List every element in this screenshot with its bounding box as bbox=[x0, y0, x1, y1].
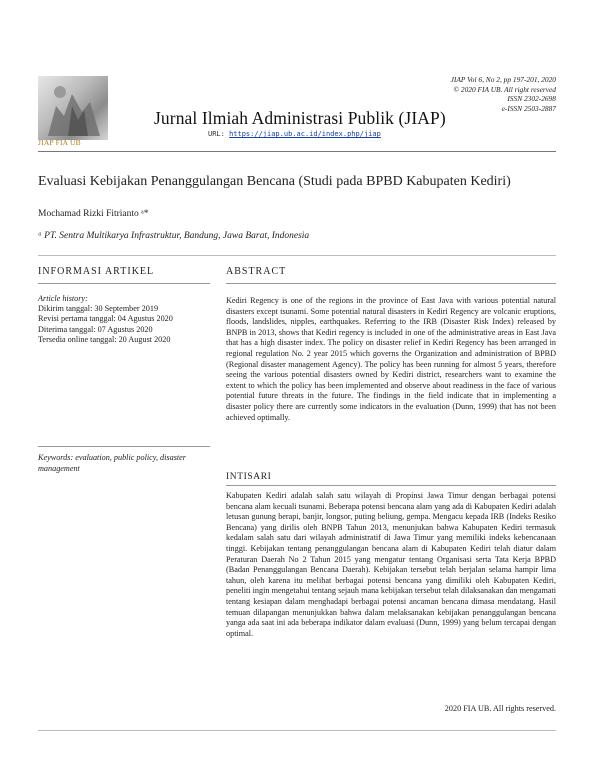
abstract-text: Kediri Regency is one of the regions in the province of East Java with various potential natural disasters except tsunami. Some potential natural disasters in Kediri Regency are volcanic eruptions, floods, landslides, nipples, earthquakes. Referring to the IRB (Disaster Risk Index) released by BNPB in 2013, shows that Kediri regency is included in one of the administrative areas in East Java that has a high disaster index. The policy on disaster relief in Kediri Regency has been arranged in regional regulation No. 2 year 2015 which governs the Organization and administration of BPBD (Regional disaster management Agency). The policy has been running for almost 5 years, therefore seeing the various potential disasters owned by Kediri district, researchers want to examine the extent to which the policy has been implemented and observe about readiness in the face of various potential future threats in the future. The findings in the field indicate that in implementing a disaster policy there are currently some indicators in the evaluation (Dunn, 1999) that has not been achieved optimally. bbox=[226, 296, 556, 422]
history-submitted: Dikirim tanggal: 30 September 2019 bbox=[38, 304, 159, 314]
article-history bbox=[38, 294, 218, 345]
journal-url-link[interactable]: https://jiap.ub.ac.id/index.php/jiap bbox=[229, 130, 381, 138]
issn-line: ISSN 2302-2698 bbox=[507, 94, 556, 104]
article-title: Evaluasi Kebijakan Penanggulangan Bencana (Studi pada BPBD Kabupaten Kediri) bbox=[38, 174, 511, 189]
citation-meta bbox=[451, 75, 556, 113]
journal-url-line bbox=[208, 130, 381, 138]
citation-line: JIAP Vol 6, No 2, pp 197-201, 2020 bbox=[450, 75, 556, 84]
logo-image bbox=[38, 76, 108, 140]
footer-divider bbox=[38, 730, 556, 731]
logo-caption: JIAP FIA UB bbox=[38, 138, 81, 147]
history-accepted: Diterima tanggal: 07 Agustus 2020 bbox=[38, 324, 153, 334]
author-affiliation: ᵃ PT. Sentra Multikarya Infrastruktur, Bandung, Jawa Barat, Indonesia bbox=[38, 231, 310, 241]
header-divider bbox=[38, 151, 556, 152]
copyright-line: © 2020 FIA UB. All right reserved bbox=[453, 84, 556, 94]
info-heading: INFORMASI ARTIKEL bbox=[38, 266, 155, 277]
history-label: Article history: bbox=[38, 294, 88, 303]
abstract-heading-rule bbox=[226, 283, 556, 284]
abstract-heading: ABSTRACT bbox=[226, 266, 287, 277]
intisari-heading: INTISARI bbox=[226, 472, 272, 482]
info-heading-rule bbox=[38, 283, 210, 284]
url-label: URL: bbox=[208, 130, 225, 138]
history-revised: Revisi pertama tanggal: 04 Agustus 2020 bbox=[38, 314, 173, 324]
journal-logo bbox=[38, 76, 108, 148]
history-online: Tersedia online tanggal: 20 August 2020 bbox=[38, 334, 171, 344]
intisari-heading-rule bbox=[226, 485, 556, 486]
keywords-rule bbox=[38, 446, 210, 447]
author-name: Mochamad Rizki Fitrianto ᵃ* bbox=[38, 209, 149, 219]
copyright-notice: 2020 FIA UB. All rights reserved. bbox=[444, 704, 556, 713]
keywords-text: evaluation, public policy, disaster management bbox=[38, 453, 186, 473]
journal-title: Jurnal Ilmiah Administrasi Publik (JIAP) bbox=[154, 108, 446, 128]
affiliation-divider bbox=[38, 255, 556, 256]
keywords-label: Keywords: bbox=[38, 453, 74, 462]
eissn-line: e-ISSN 2503-2887 bbox=[501, 103, 556, 113]
intisari-text: Kabupaten Kediri adalah salah satu wilayah di Propinsi Jawa Timur dengan berbagai potensi bencana alam kecuali tsunami. Beberapa potensi bencana alam yang ada di Kabupaten Kediri adalah letusan gunung berapi, banjir, longsor, puting beliung, gempa. Mengacu kepada IRB (Indeks Resiko Bencana) yang dirilis oleh BNPB Tahun 2013, menunjukan bahwa Kabupaten Kediri termasuk kedalam salah satu dari wilayah administratif di Jawa Timur yang memiliki indeks kebencanaan tinggi. Kebijakan tentang penanggulangan bencana alam di Kabupaten Kediri telah diatur dalam Peraturan Daerah No 2 Tahun 2015 yang mengatur tentang Organisasi serta Tata Kerja BPBD (Badan Penanggulangan Bencana Daerah). Kebijakan tersebut telah berjalan selama hampir lima tahun, oleh karena itu melihat berbagai potensi bencana yang dimiliki oleh Kabupaten Kediri, peneliti ingin mengetahui tentang sejauh mana kebijakan tersebut telah dilaksanakan dan mengamati tentang kesiapan dalam menghadapi berbagai potensi ancaman bencana dimasa mendatang. Hasil temuan dilapangan menunjukkan bahwa dalam melaksanakan kebijakan penanggulangan bencana yanga ada saat ini ada beberapa indikator dalam evaluasi (Dunn, 1999) yang belum tercapai dengan optimal. bbox=[226, 491, 556, 638]
keywords-block bbox=[38, 452, 208, 474]
